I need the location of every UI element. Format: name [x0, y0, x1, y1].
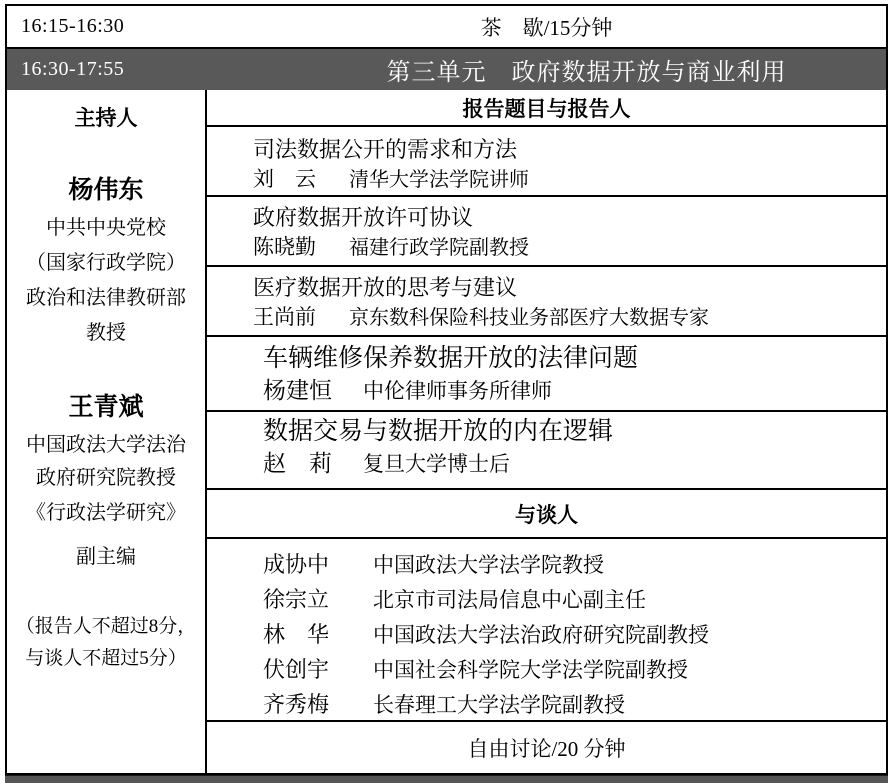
discussants-list: [207, 539, 886, 722]
discussant-line: [263, 687, 886, 722]
speaker-affiliation: 清华大学法学院讲师: [349, 169, 529, 191]
report-row: [207, 337, 886, 412]
discussant-affiliation: 中国社会科学院大学法学院副教授: [373, 658, 688, 682]
discussant-affiliation: 北京市司法局信息中心副主任: [373, 588, 646, 612]
discussants-header: 与谈人: [207, 490, 886, 539]
moderator-column: [7, 90, 207, 773]
report-speaker-line: [253, 303, 886, 333]
discussant-line: [263, 582, 886, 617]
report-title: 车辆维修保养数据开放的法律问题: [263, 344, 639, 372]
speaker-name: 刘 云: [253, 168, 316, 191]
session-time: 16:30-17:55: [21, 58, 125, 80]
discussant-affiliation: 中国政法大学法学院教授: [373, 553, 604, 577]
time-limit-note-line: 与谈人不超过5分）: [25, 648, 187, 669]
discussant-line: [263, 652, 886, 687]
discussant-line: [263, 617, 886, 652]
discussant-affiliation: 长春理工大学法学院副教授: [373, 693, 625, 717]
schedule-table: [5, 4, 888, 775]
report-speaker-line: [263, 375, 886, 406]
speaker-affiliation: 福建行政学院副教授: [349, 237, 529, 259]
tea-break-row: [7, 6, 886, 49]
discussant-name: 成协中: [263, 552, 330, 577]
moderator-affiliation-line: 副主编: [76, 546, 136, 568]
moderator-affiliation-line: 《行政法学研究》: [26, 502, 186, 524]
time-limit-note-line: （报告人不超过8分，: [15, 616, 197, 637]
discussant-name: 伏创宇: [263, 657, 330, 682]
moderator-column-header: 主持人: [74, 106, 138, 130]
discussant-line: [263, 547, 886, 582]
speaker-name: 陈晓勤: [253, 236, 316, 259]
moderator-affiliation-line: 政府研究院教授: [36, 467, 176, 489]
session-title: 第三单元 政府数据开放与商业利用: [386, 60, 787, 86]
report-row: [207, 197, 886, 267]
report-title: 政府数据开放许可协议: [253, 205, 474, 230]
moderator-affiliation-line: 中国政法大学法治: [26, 434, 186, 456]
moderator-affiliation-line: （国家行政学院）: [26, 252, 186, 274]
tea-break-time: 16:15-16:30: [21, 15, 125, 37]
discussant-name: 徐宗立: [263, 587, 330, 612]
moderator-affiliation-line: 教授: [86, 322, 126, 344]
speaker-affiliation: 中伦律师事务所律师: [363, 379, 552, 403]
speaker-name: 杨建恒: [263, 377, 332, 403]
speaker-name: 王尚前: [253, 306, 316, 329]
report-speaker-line: [263, 448, 886, 479]
report-title: 数据交易与数据开放的内在逻辑: [263, 417, 614, 445]
next-section-bar: [5, 775, 888, 783]
moderator-affiliation-line: 政治和法律教研部: [26, 287, 186, 309]
report-title: 医疗数据开放的思考与建议: [253, 275, 518, 300]
speaker-affiliation: 京东数科保险科技业务部医疗大数据专家: [349, 307, 709, 329]
report-speaker-line: [253, 233, 886, 263]
session-header-row: [7, 49, 886, 90]
table-body: [7, 90, 886, 773]
reports-column: [207, 90, 886, 773]
report-speaker-line: [253, 165, 886, 195]
discussant-name: 齐秀梅: [263, 692, 330, 717]
moderator-name: 王青斌: [68, 393, 144, 421]
tea-break-label: 茶 歇/15分钟: [480, 15, 613, 40]
reports-column-header: 报告题目与报告人: [207, 90, 886, 127]
moderator-name: 杨伟东: [68, 176, 144, 204]
discussant-affiliation: 中国政法大学法治政府研究院副教授: [373, 623, 709, 647]
report-row: [207, 412, 886, 490]
report-title: 司法数据公开的需求和方法: [253, 137, 518, 162]
moderator-affiliation-line: 中共中央党校: [46, 217, 166, 239]
report-row: [207, 267, 886, 337]
speaker-affiliation: 复旦大学博士后: [363, 452, 510, 476]
report-row: [207, 127, 886, 197]
discussant-name: 林 华: [263, 622, 330, 647]
speaker-name: 赵 莉: [263, 450, 332, 476]
free-discussion-row: 自由讨论/20 分钟: [467, 736, 626, 761]
